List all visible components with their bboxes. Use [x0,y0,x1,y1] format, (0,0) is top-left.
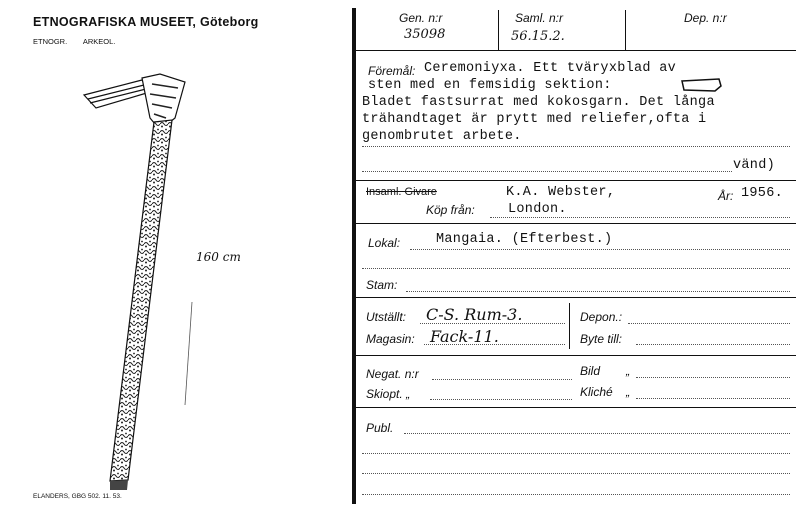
dotted-line [430,399,572,400]
row-rule [356,50,796,51]
row-rule [356,355,796,356]
foremal-line-4: trähandtaget är prytt med reliefer,ofta i [362,112,707,127]
lokal-label: Lokal: [368,236,401,250]
museum-title: ETNOGRAFISKA MUSEET, Göteborg [33,15,259,29]
stam-label: Stam: [366,278,398,292]
divider [625,10,626,50]
dotted-line [432,379,572,380]
gen-label: Gen. n:r [399,11,443,25]
kliche-label: Kliché [580,385,613,399]
divider [498,10,499,50]
saml-value: 56.15.2. [511,29,565,44]
dotted-line [362,494,790,495]
dotted-line [362,453,790,454]
row-rule [356,297,796,298]
magasin-value: Fack-11. [430,327,499,346]
dotted-line [362,146,790,147]
insamlare-value: K.A. Webster, [506,185,616,200]
foremal-line-3: Bladet fastsurrat med kokosgarn. Det långa [362,95,715,110]
axe-handle [110,120,172,490]
row-rule [356,180,796,181]
dotted-line [420,323,565,324]
dotted-line [406,291,790,292]
negat-label: Negat. n:r [366,367,419,381]
dotted-line [628,323,790,324]
dotted-line [636,398,790,399]
ar-label: År: [718,189,734,203]
dotted-line [490,217,790,218]
saml-label: Saml. n:r [515,11,564,25]
length-note: 160 cm [196,250,241,264]
skiopt-label: Skiopt. „ [366,387,411,401]
gen-value: 35098 [404,27,446,42]
kop-label: Köp från: [426,203,475,217]
insamlare-struck: Insaml. Givare [366,186,437,198]
foremal-label: Föremål: [368,64,416,78]
dotted-line [362,473,790,474]
foremal-line-2: sten med en femsidig sektion: [368,78,612,93]
axe-drawing [0,0,340,490]
dep-label: Dep. n:r [684,11,727,25]
dotted-line [636,344,790,345]
kop-value: London. [508,202,567,217]
publ-label: Publ. [366,421,394,435]
dept-arkeol: ARKEOL. [82,37,116,46]
axe-blade [84,80,150,108]
ar-value: 1956. [741,186,784,201]
dotted-line [362,171,732,172]
dotted-line [404,433,790,434]
byte-label: Byte till: [580,332,623,346]
printer-note: ELANDERS, GBG 502. 11. 53. [33,493,122,500]
bild-label: Bild [580,364,601,378]
magasin-label: Magasin: [366,332,415,346]
dept-etnogr: ETNOGR. [33,37,68,46]
card-edge [352,8,356,504]
dotted-line [410,249,790,250]
divider [569,303,570,349]
lokal-value: Mangaia. (Efterbest.) [436,232,613,247]
utstallt-value: C-S. Rum-3. [426,305,523,324]
foremal-line-5: genombrutet arbete. [362,129,522,144]
vand-note: vänd) [733,158,776,173]
kliche-mark: „ [626,385,630,399]
row-rule [356,407,796,408]
utstallt-label: Utställt: [366,310,407,324]
foremal-line-1: Ceremoniyxa. Ett tväryxblad av [424,61,677,76]
dotted-line [362,268,790,269]
measure-line [185,302,192,405]
dotted-line [636,377,790,378]
depon-label: Depon.: [580,310,623,324]
section-sketch [679,77,723,93]
row-rule [356,223,796,224]
dotted-line [424,344,565,345]
bild-mark: „ [626,364,630,378]
